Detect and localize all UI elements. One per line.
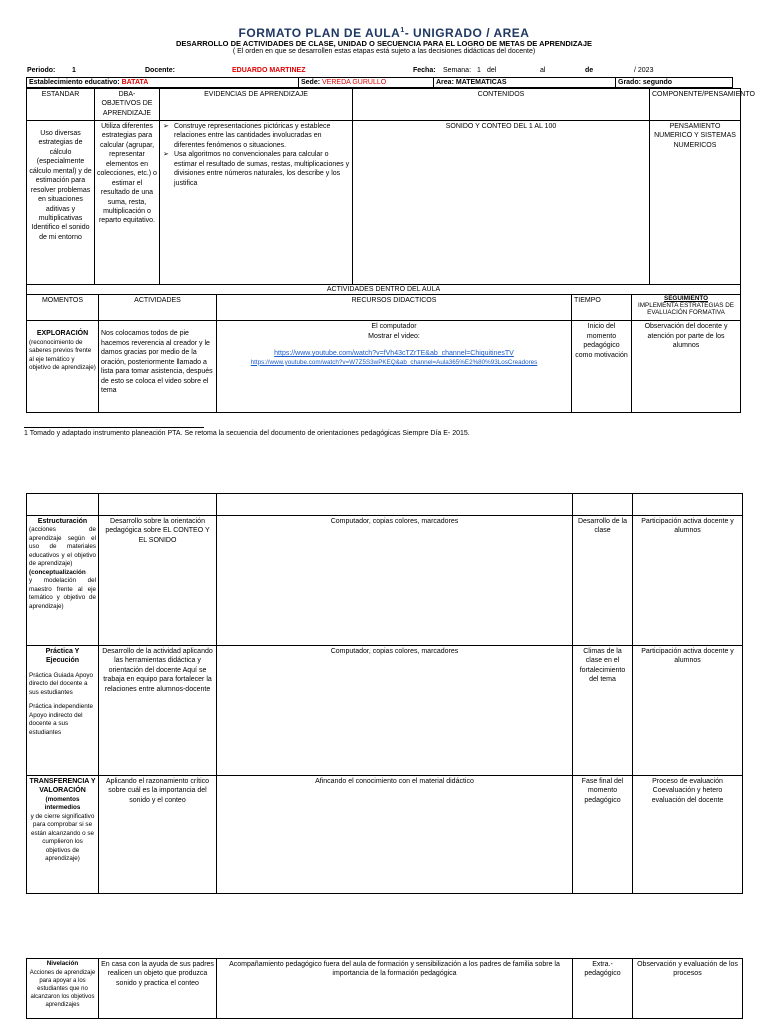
video-link-1[interactable]: https://www.youtube.com/watch?v=fVh43cTZrTE&ab_channel=ChiquitinesTV [274, 350, 514, 358]
contenidos-cell: SONIDO Y CONTEO DEL 1 AL 100 [353, 121, 650, 285]
practica-seguimiento: Participación activa docente y alumnos [633, 646, 743, 776]
document-note: ( El orden en que se desarrollen estas etapas está sujeto a las decisiones didácticas del docente) [232, 48, 536, 55]
transferencia-momento: TRANSFERENCIA Y VALORACIÓN (momentos intermedios y de cierre significativo para comprobar si se están alcanzando o se cumplieron los objetivos de aprendizaje) [27, 776, 99, 894]
estructuracion-recursos: Computador, copias colores, marcadores [217, 516, 573, 646]
grado-cell: Grado: segundo [616, 78, 733, 88]
header-dba: DBA- OBJETIVOS DE APRENDIZAJE [95, 89, 160, 121]
header-seguimiento: SEGUIMIENTO IMPLEMENTA ESTRATEGIAS DE EVALUACIÓN FORMATIVA [632, 295, 741, 321]
nivelacion-actividad: En casa con la ayuda de sus padres realicen un objeto que produzca sonido y practica el conteo [99, 959, 217, 1019]
componente-cell: PENSAMIENTO NUMERICO Y SISTEMAS NUMERICOS [650, 121, 741, 285]
header-momentos: MOMENTOS [27, 295, 99, 321]
nivelacion-seguimiento: Observación y evaluación de los procesos [633, 959, 743, 1019]
exploracion-momento: EXPLORACIÓN (reconocimiento de saberes previos frente al eje temático y objetivo de aprendizaje) [27, 321, 99, 413]
header-componente: COMPONENTE/PENSAMIENTO [650, 89, 741, 121]
document-subtitle: DESARROLLO DE ACTIVIDADES DE CLASE, UNIDAD O SECUENCIA PARA EL LOGRO DE METAS DE APRENDIZAJE [175, 39, 592, 48]
semana-value: 1 [477, 67, 481, 74]
transferencia-tiempo: Fase final del momento pedagógico [573, 776, 633, 894]
estandar-cell: Uso diversas estrategias de cálculo (especialmente cálculo mental) y de estimación para resolver problemas en situaciones aditivas y multiplicativas Identifico el sonido de mi entorno [27, 121, 95, 285]
practica-actividad: Desarrollo de la actividad aplicando las herramientas didáctica y orientación del docente Aquí se trabaja en equipo para fortalecer la relaciones entre alumnos-docente [99, 646, 217, 776]
practica-recursos: Computador, copias colores, marcadores [217, 646, 573, 776]
footnote: 1 Tomado y adaptado instrumento planeación PTA. Se retoma la secuencia del documento de orientaciones pedagógicas Siempre Día E- 2015. [24, 430, 470, 437]
dba-cell: Utiliza diferentes estrategias para calcular (agrupar, representar elementos en colecciones, etc.) o estimar el resultado de una suma, resta, multiplicación o reparto equitativo. [95, 121, 160, 285]
estructuracion-tiempo: Desarrollo de la clase [573, 516, 633, 646]
practica-momento: Práctica Y Ejecución Práctica Guiada Apoyo directo del docente a sus estudiantes Práctica independiente Apoyo indirecto del docente a sus estudiantes [27, 646, 99, 776]
exploracion-tiempo: Inicio del momento pedagógico como motivación [572, 321, 632, 413]
exploracion-recursos: El computador Mostrar el video: https://www.youtube.com/watch?v=fVh43cTZrTE&ab_channel=ChiquitinesTV https://www.youtube.com/watch?v=W7Z5S3wPKEQ&ab_channel=Aula365%E2%80%93LosCreadores [217, 321, 572, 413]
evidencias-cell [160, 121, 353, 285]
document-title: FORMATO PLAN DE AULA$^1$- UNIGRADO / AREA [238, 26, 530, 40]
footnote-separator [24, 427, 204, 428]
header-evidencias: EVIDENCIAS DE APRENDIZAJE [160, 89, 353, 121]
periodo-label: Periodo: [27, 67, 56, 74]
activities-section-title: ACTIVIDADES DENTRO DEL AULA [27, 285, 741, 295]
nivelacion-table [26, 958, 743, 1019]
year-value: / 2023 [634, 67, 654, 74]
estructuracion-actividad: Desarrollo sobre la orientación pedagógica sobre EL CONTEO Y EL SONIDO [99, 516, 217, 646]
de-label: de [585, 67, 594, 74]
activities-table-2 [26, 493, 743, 894]
header-contenidos: CONTENIDOS [353, 89, 650, 121]
header-actividades: ACTIVIDADES [99, 295, 217, 321]
practica-tiempo: Climas de la clase en el fortalecimiento del tema [573, 646, 633, 776]
transferencia-seguimiento: Proceso de evaluación Coevaluación y hetero evaluación del docente [633, 776, 743, 894]
area-cell: Area: MATEMATICAS [434, 78, 616, 88]
fecha-label: Fecha: [413, 67, 436, 74]
nivelacion-tiempo: Extra.- pedagógico [573, 959, 633, 1019]
header-tiempo: TIEMPO [572, 295, 632, 321]
periodo-value: 1 [72, 67, 76, 74]
nivelacion-recursos: Acompañamiento pedagógico fuera del aula de formación y sensibilización a los padres de familia sobre la importancia de la formación pedagógica [217, 959, 573, 1019]
docente-label: Docente: [145, 67, 175, 74]
nivelacion-momento: Nivelación Acciones de aprendizaje para apoyar a los estudiantes que no alcanzaron los objetivos aprendizajes [27, 959, 99, 1019]
sede-cell: Sede: VEREDA GURULLO [299, 78, 434, 88]
video-link-2[interactable]: https://www.youtube.com/watch?v=W7Z5S3wPKEQ&ab_channel=Aula365%E2%80%93LosCreadores [250, 358, 538, 366]
exploracion-actividad: Nos colocamos todos de pie hacemos reverencia al creador y le damos gracias por medio de la oración, posteriormente llamado a lista para tomar asistencia, después de esto se coloca el video sobre el tema [99, 321, 217, 413]
transferencia-actividad: Aplicando el razonamiento crítico sobre cuál es la importancia del sonido y el conteo [99, 776, 217, 894]
al-label: al [540, 67, 546, 74]
evidencia-item: ➢ Construye representaciones pictóricas y establece relaciones entre las cantidades involucradas en diferentes fenómenos o situaciones. [174, 122, 350, 150]
establishment-table [26, 77, 733, 88]
docente-value: EDUARDO MARTINEZ [232, 67, 306, 74]
evidencia-item: ➢ Usa algoritmos no convencionales para calcular o estimar el resultado de sumas, restas, multiplicaciones y divisiones entre números naturales, los describe y los justifica [174, 150, 350, 188]
estructuracion-seguimiento: Participación activa docente y alumnos [633, 516, 743, 646]
estructuracion-momento: Estructuración (acciones de aprendizaje según el uso de materiales educativos y el objetivo de aprendizaje) (conceptualización y modelación del maestro frente al eje temático y objetivo de aprendizaje) [27, 516, 99, 646]
transferencia-recursos: Afincando el conocimiento con el material didáctico [217, 776, 573, 894]
activities-table [26, 284, 741, 413]
del-label: del [487, 67, 497, 74]
exploracion-seguimiento: Observación del docente y atención por parte de los alumnos [632, 321, 741, 413]
planning-table [26, 88, 755, 285]
header-estandar: ESTANDAR [27, 89, 95, 121]
header-recursos: RECURSOS DIDACTICOS [217, 295, 572, 321]
semana-label: Semana: [443, 67, 472, 74]
establecimiento-cell: Establecimiento educativo: BATATA [27, 78, 299, 88]
